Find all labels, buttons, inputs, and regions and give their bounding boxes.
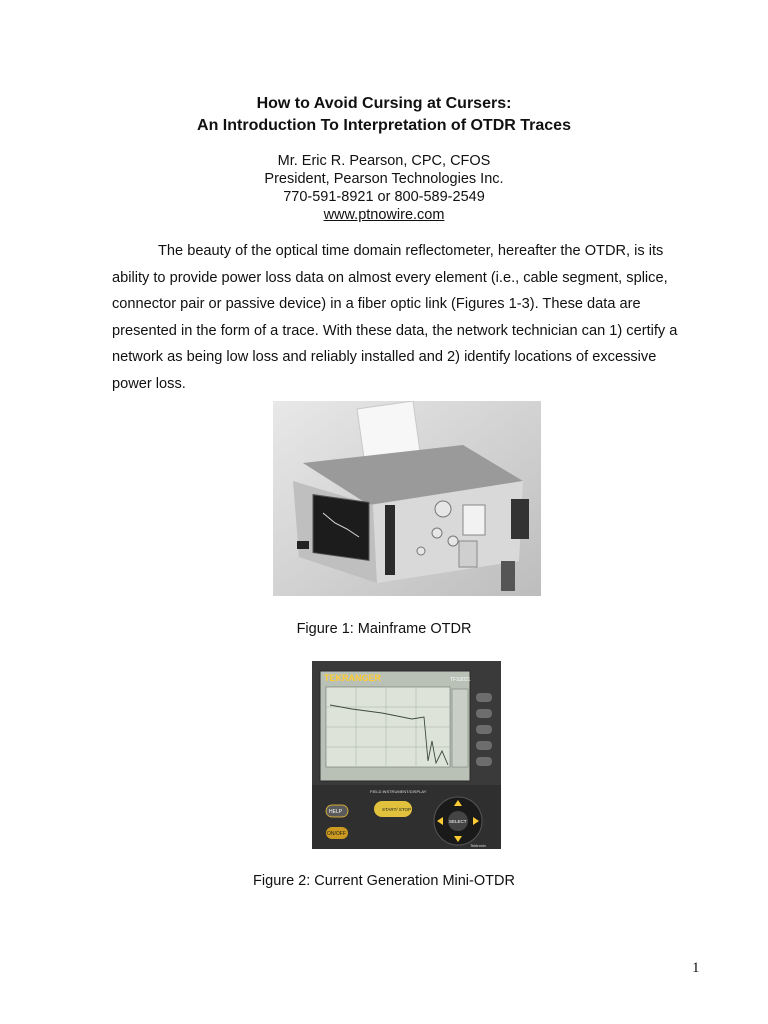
author-phone: 770-591-8921 or 800-589-2549 — [283, 189, 485, 205]
tekranger-logo: TEKRANGER — [324, 673, 382, 683]
document-title-line2: An Introduction To Interpretation of OTDR Traces — [197, 117, 571, 134]
author-position: President, Pearson Technologies Inc. — [264, 171, 504, 187]
panel-label: FIELD INSTRUMENT/DISPLAY — [370, 789, 427, 794]
page-number: 1 — [692, 960, 700, 976]
author-website-link[interactable]: www.ptnowire.com — [323, 207, 445, 223]
figure-2-mini-otdr-photo — [312, 661, 501, 849]
document-title-line1: How to Avoid Cursing at Cursers: — [256, 95, 512, 112]
author-name: Mr. Eric R. Pearson, CPC, CFOS — [277, 153, 491, 169]
figure-2-caption: Figure 2: Current Generation Mini-OTDR — [253, 873, 515, 889]
model-label: TFS3031 — [450, 677, 471, 683]
tektronix-logo: Tektronix — [470, 843, 487, 848]
select-button-label: SELECT — [449, 819, 467, 824]
start-button-label: START/ STOP — [382, 807, 412, 812]
onoff-button-label: ON/OFF — [327, 831, 346, 837]
intro-paragraph: The beauty of the optical time domain reflectometer, hereafter the OTDR, is its ability to provide power loss data on almost every element (i.e., cable segment, splice, connector pair or passive device) in a fiber optic link (Figures 1-3). These data are presented in the form of a trace. With these data, the network technician can 1) certify a network as being low loss and reliably installed and 2) identify locations of excessive power loss. — [112, 243, 678, 392]
figure-1-mainframe-otdr-photo — [273, 401, 541, 596]
help-button-label: HELP — [329, 809, 343, 815]
figure-1-caption: Figure 1: Mainframe OTDR — [296, 621, 472, 637]
